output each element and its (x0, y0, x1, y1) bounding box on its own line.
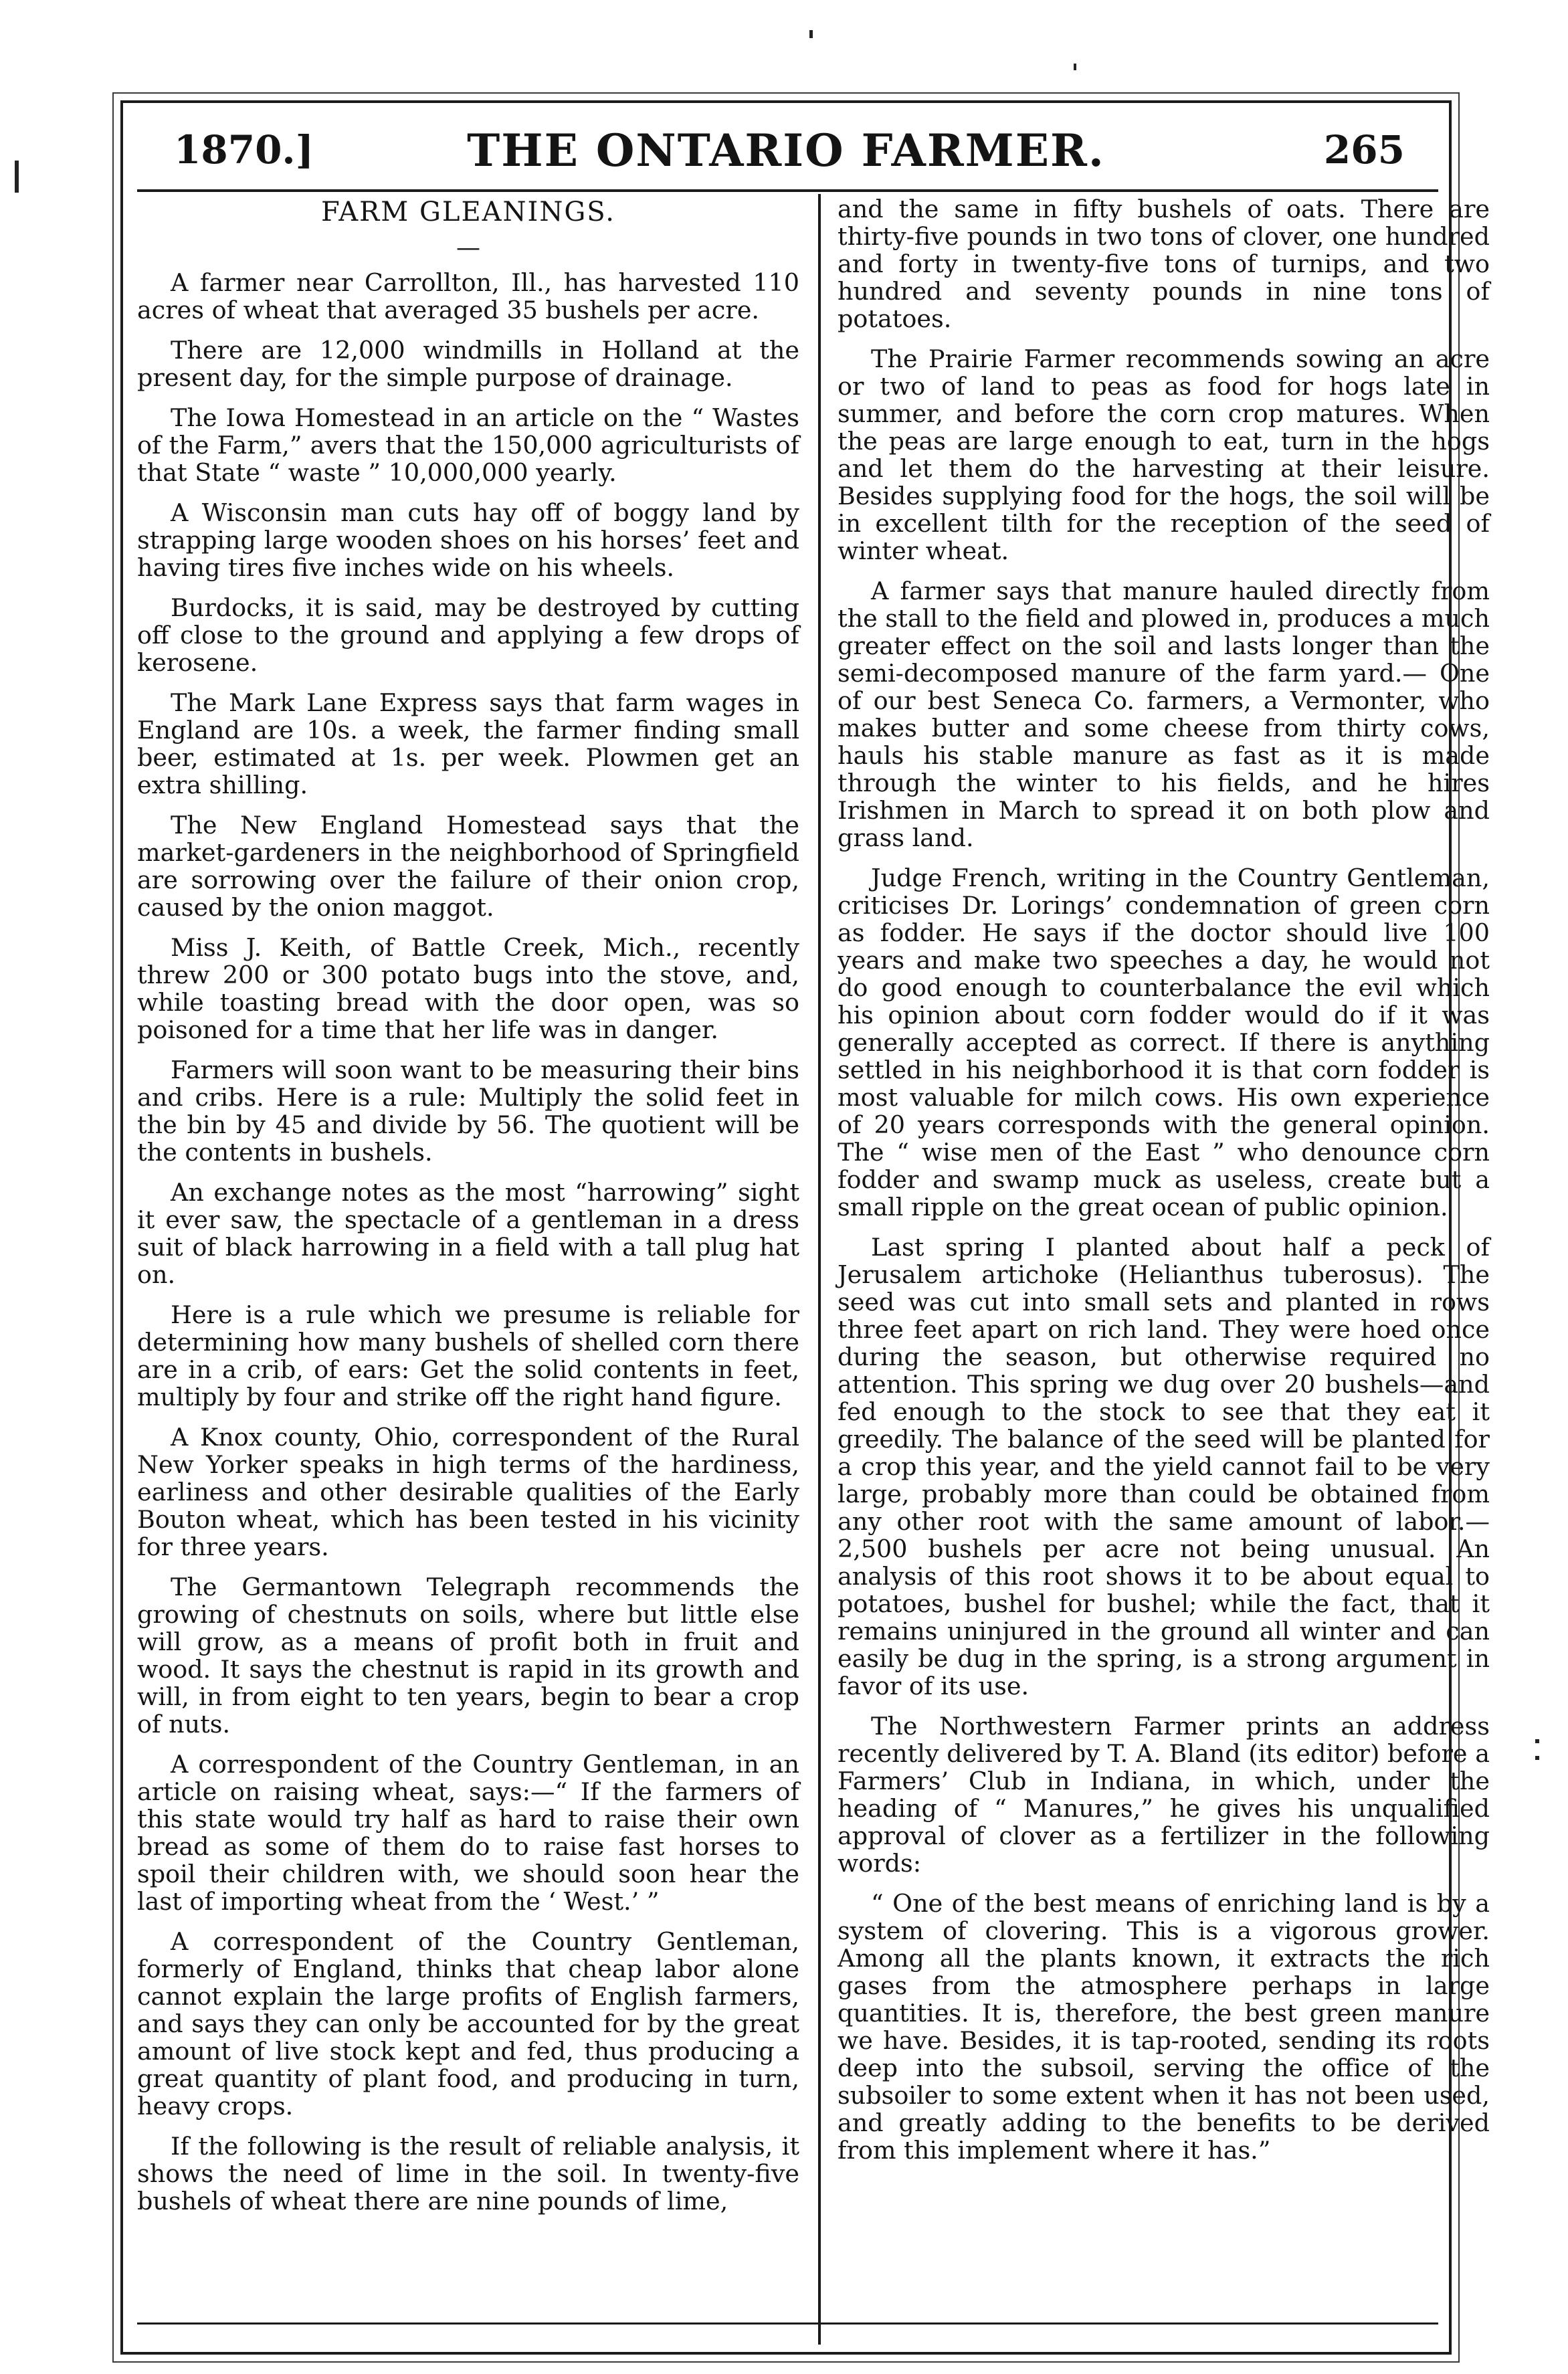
article-paragraph: The Germantown Telegraph recommends the growing of chestnuts on soils, where but little else will grow, as a means of profit both in fruit and wood. It says the chestnut is rapid in its growth and will, in from eight to ten years, begin to bear a crop of nuts. (137, 1573, 799, 1739)
print-speck (809, 30, 813, 38)
article-paragraph: An exchange notes as the most “harrowing” sight it ever saw, the spectacle of a gentleman in a dress suit of black harrowing in a field with a tall plug hat on. (137, 1178, 799, 1289)
article-paragraph: If the following is the result of reliable analysis, it shows the need of lime in the soil. In twenty-five bushels of wheat there are nine pounds of lime, (137, 2132, 799, 2215)
page-number: 265 (1323, 127, 1405, 173)
print-speck (1074, 64, 1076, 70)
article-paragraph: The Mark Lane Express says that farm wages in England are 10s. a week, the farmer finding small beer, estimated at 1s. per week. Plowmen get an extra shilling. (137, 688, 799, 799)
article-paragraph-continued: and the same in fifty bushels of oats. There are thirty-five pounds in two tons of clover, one hundred and forty in twenty-five tons of turnips, and two hundred and seventy pounds in nine tons of potatoes. (838, 195, 1490, 333)
article-paragraph: The New England Homestead says that the market-gardeners in the neighborhood of Springfield are sorrowing over the failure of their onion crop, caused by the onion maggot. (137, 811, 799, 922)
article-paragraph: Miss J. Keith, of Battle Creek, Mich., recently threw 200 or 300 potato bugs into the stove, and, while toasting bread with the door open, was so poisoned for a time that her life was in danger. (137, 933, 799, 1044)
print-speck (15, 161, 19, 193)
heading-separator: — (456, 234, 480, 262)
article-paragraph: Burdocks, it is said, may be destroyed by cutting off close to the ground and applying a few drops of kerosene. (137, 593, 799, 677)
article-paragraph: A farmer near Carrollton, Ill., has harvested 110 acres of wheat that averaged 35 bushels per acre. (137, 268, 799, 324)
article-paragraph: There are 12,000 windmills in Holland at the present day, for the simple purpose of drainage. (137, 336, 799, 392)
article-paragraph: A farmer says that manure hauled directly from the stall to the field and plowed in, produces a much greater effect on the soil and lasts longer than the semi-decomposed manure of the farm yard.— One of our best Seneca Co. farmers, a Vermonter, who makes butter and some cheese from thirty cows, hauls his stable manure as fast as it is made through the winter to his fields, and he hires Irishmen in March to spread it on both plow and grass land. (838, 577, 1490, 852)
bottom-rule (137, 2322, 1438, 2324)
page-header (120, 114, 1452, 187)
article-paragraph: Judge French, writing in the Country Gentleman, criticises Dr. Lorings’ condemnation of green corn as fodder. He says if the doctor should live 100 years and make two speeches a day, he would not do good enough to counterbalance the evil which his opinion about corn fodder would do if it was generally accepted as correct. If there is anything settled in his neighborhood it is that corn fodder is most valuable for milch cows. His own experience of 20 years corresponds with the general opinion. The “ wise men of the East ” who denounce corn fodder and swamp muck as useless, create but a small ripple on the great ocean of public opinion. (838, 864, 1490, 1221)
publication-title: THE ONTARIO FARMER. (467, 124, 1105, 177)
print-speck (1535, 1756, 1539, 1760)
article-paragraph: A correspondent of the Country Gentleman, formerly of England, thinks that cheap labor alone cannot explain the large profits of English farmers, and says they can only be accounted for by the great amount of live stock kept and fed, thus producing a great quantity of plant food, and producing in turn, heavy crops. (137, 1927, 799, 2120)
section-heading: FARM GLEANINGS. (321, 197, 615, 227)
print-speck (1535, 1739, 1539, 1743)
article-paragraph: Farmers will soon want to be measuring their bins and cribs. Here is a rule: Multiply the solid feet in the bin by 45 and divide by 56. The quotient will be the contents in bushels. (137, 1056, 799, 1167)
article-paragraph: The Iowa Homestead in an article on the “ Wastes of the Farm,” avers that the 150,000 agriculturists of that State “ waste ” 10,000,000 yearly. (137, 403, 799, 487)
article-paragraph: Here is a rule which we presume is reliable for determining how many bushels of shelled corn there are in a crib, of ears: Get the solid contents in feet, multiply by four and strike off the right hand figure. (137, 1300, 799, 1411)
article-paragraph: The Prairie Farmer recommends sowing an acre or two of land to peas as food for hogs late in summer, and before the corn crop matures. When the peas are large enough to eat, turn in the hogs and let them do the harvesting at their leisure. Besides supplying food for the hogs, the soil will be in excellent tilth for the reception of the seed of winter wheat. (838, 344, 1490, 565)
article-paragraph: Last spring I planted about half a peck of Jerusalem artichoke (Helianthus tuberosus). The seed was cut into small sets and planted in rows three feet apart on rich land. They were hoed once during the season, but otherwise required no attention. This spring we dug over 20 bushels—and fed enough to the stock to see that they eat it greedily. The balance of the seed will be planted for a crop this year, and the yield cannot fail to be very large, probably more than could be obtained from any other root with the same amount of labor.—2,500 bushels per acre not being unusual. An analysis of this root shows it to be about equal to potatoes, bushel for bushel; while the fact, that it remains uninjured in the ground all winter and can easily be dug in the spring, is a strong argument in favor of its use. (838, 1233, 1490, 1700)
left-column (137, 195, 799, 2228)
article-paragraph: A Wisconsin man cuts hay off of boggy land by strapping large wooden shoes on his horses’ feet and having tires five inches wide on his wheels. (137, 498, 799, 582)
quoted-paragraph: “ One of the best means of enriching land is by a system of clovering. This is a vigorous grower. Among all the plants known, it extracts the rich gases from the atmosphere perhaps in large quantities. It is, therefore, the best green manure we have. Besides, it is tap-rooted, sending its roots deep into the subsoil, serving the office of the subsoiler to some extent when it has not been used, and greatly adding to the benefits to be derived from this implement where it has.” (838, 1889, 1490, 2165)
header-rule (137, 189, 1438, 192)
article-paragraph: A correspondent of the Country Gentleman, in an article on raising wheat, says:—“ If the farmers of this state would try half as hard to raise their own bread as some of them do to raise fast horses to spoil their children with, we should soon hear the last of importing wheat from the ‘ West.’ ” (137, 1750, 799, 1916)
article-paragraph: A Knox county, Ohio, correspondent of the Rural New Yorker speaks in high terms of the hardiness, earliness and other desirable qualities of the Early Bouton wheat, which has been tested in his vicinity for three years. (137, 1423, 799, 1561)
right-column (838, 195, 1490, 2177)
header-year: 1870.] (174, 127, 314, 173)
column-divider (818, 194, 821, 2345)
article-paragraph: The Northwestern Farmer prints an address recently delivered by T. A. Bland (its editor) before a Farmers’ Club in Indiana, in which, under the heading of “ Manures,” he gives his unqualified approval of clover as a fertilizer in the following words: (838, 1712, 1490, 1878)
